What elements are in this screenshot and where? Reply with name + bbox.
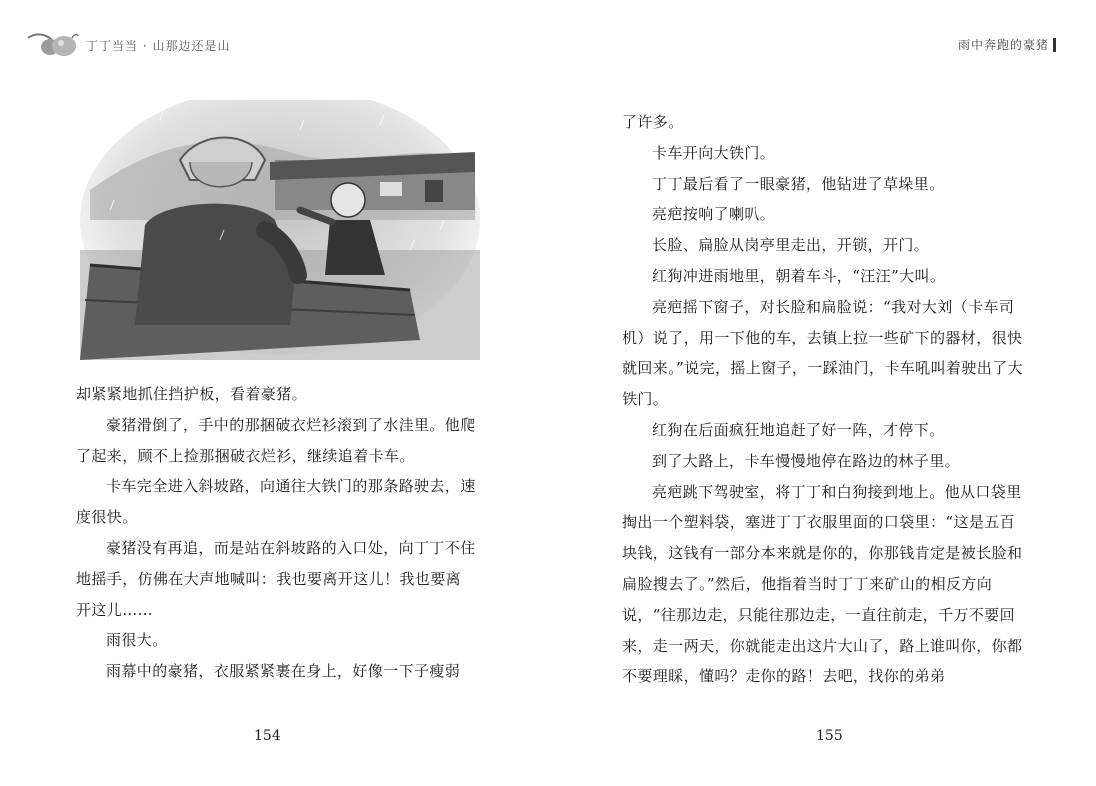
right-page-body	[622, 107, 1028, 692]
running-head-right	[958, 36, 1056, 53]
running-head-left	[26, 30, 230, 60]
paragraph: 亮疤按响了喇叭。	[652, 205, 776, 224]
series-title: 丁丁当当 · 山那边还是山	[86, 38, 231, 53]
paragraph: 丁丁最后看了一眼豪猪，他钻进了草垛里。	[652, 174, 945, 193]
paragraph: 长脸、扁脸从岗亭里走出，开锁，开门。	[652, 236, 930, 255]
paragraph: 亮疤摇下窗子，对长脸和扁脸说：“我对大刘（卡车司机）说了，用一下他的车，去镇上拉一些矿下的器材，很快就回来。”说完，摇上窗子，一踩油门，卡车吼叫着驶出了大铁门。	[622, 297, 1023, 409]
paragraph: 卡车完全进入斜坡路，向通往大铁门的那条路驶去，速度很快。	[76, 477, 476, 527]
paragraph: 豪猪没有再追，而是站在斜坡路的入口处，向丁丁不住地摇手，仿佛在大声地喊叫：我也要离开这儿！我也要离开这儿……	[76, 538, 476, 619]
paragraph: 卡车开向大铁门。	[652, 143, 776, 162]
page-number-right: 155	[816, 728, 843, 744]
paragraph: 到了大路上，卡车慢慢地停在路边的林子里。	[652, 451, 961, 470]
paragraph: 雨幕中的豪猪，衣服紧紧裹在身上，好像一下子瘦弱	[106, 662, 461, 681]
chapter-marker-icon	[1053, 38, 1056, 52]
paragraph: 豪猪滑倒了，手中的那捆破衣烂衫滚到了水洼里。他爬了起来，顾不上捡那捆破衣烂衫，继续追着卡车。	[76, 415, 476, 465]
paragraph: 亮疤跳下驾驶室，将丁丁和白狗接到地上。他从口袋里掏出一个塑料袋，塞进丁丁衣服里面的口袋里：“这是五百块钱，这钱有一部分本来就是你的，你那钱肯定是被长脸和扁脸搜去了。”然后，他指着当时丁丁来矿山的相反方向说，“往那边走，只能往那边走，一直往前走，千万不要回来，走一两天，你就能走出这片大山了，路上谁叫你，你都不要理睬，懂吗？走你的路！去吧，找你的弟弟	[622, 482, 1023, 686]
paragraph: 了许多。	[622, 113, 684, 131]
gourd-logo-icon	[26, 30, 80, 60]
page-number-left: 154	[254, 728, 281, 744]
chapter-title: 雨中奔跑的豪猪	[957, 38, 1049, 52]
paragraph: 红狗冲进雨地里，朝着车斗，“汪汪”大叫。	[652, 266, 946, 285]
paragraph: 却紧紧地抓住挡护板，看着豪猪。	[76, 385, 308, 403]
left-page-body	[76, 379, 476, 687]
paragraph: 红狗在后面疯狂地追赶了好一阵，才停下。	[652, 420, 945, 439]
illustration	[80, 100, 480, 372]
paragraph: 雨很大。	[106, 631, 168, 650]
